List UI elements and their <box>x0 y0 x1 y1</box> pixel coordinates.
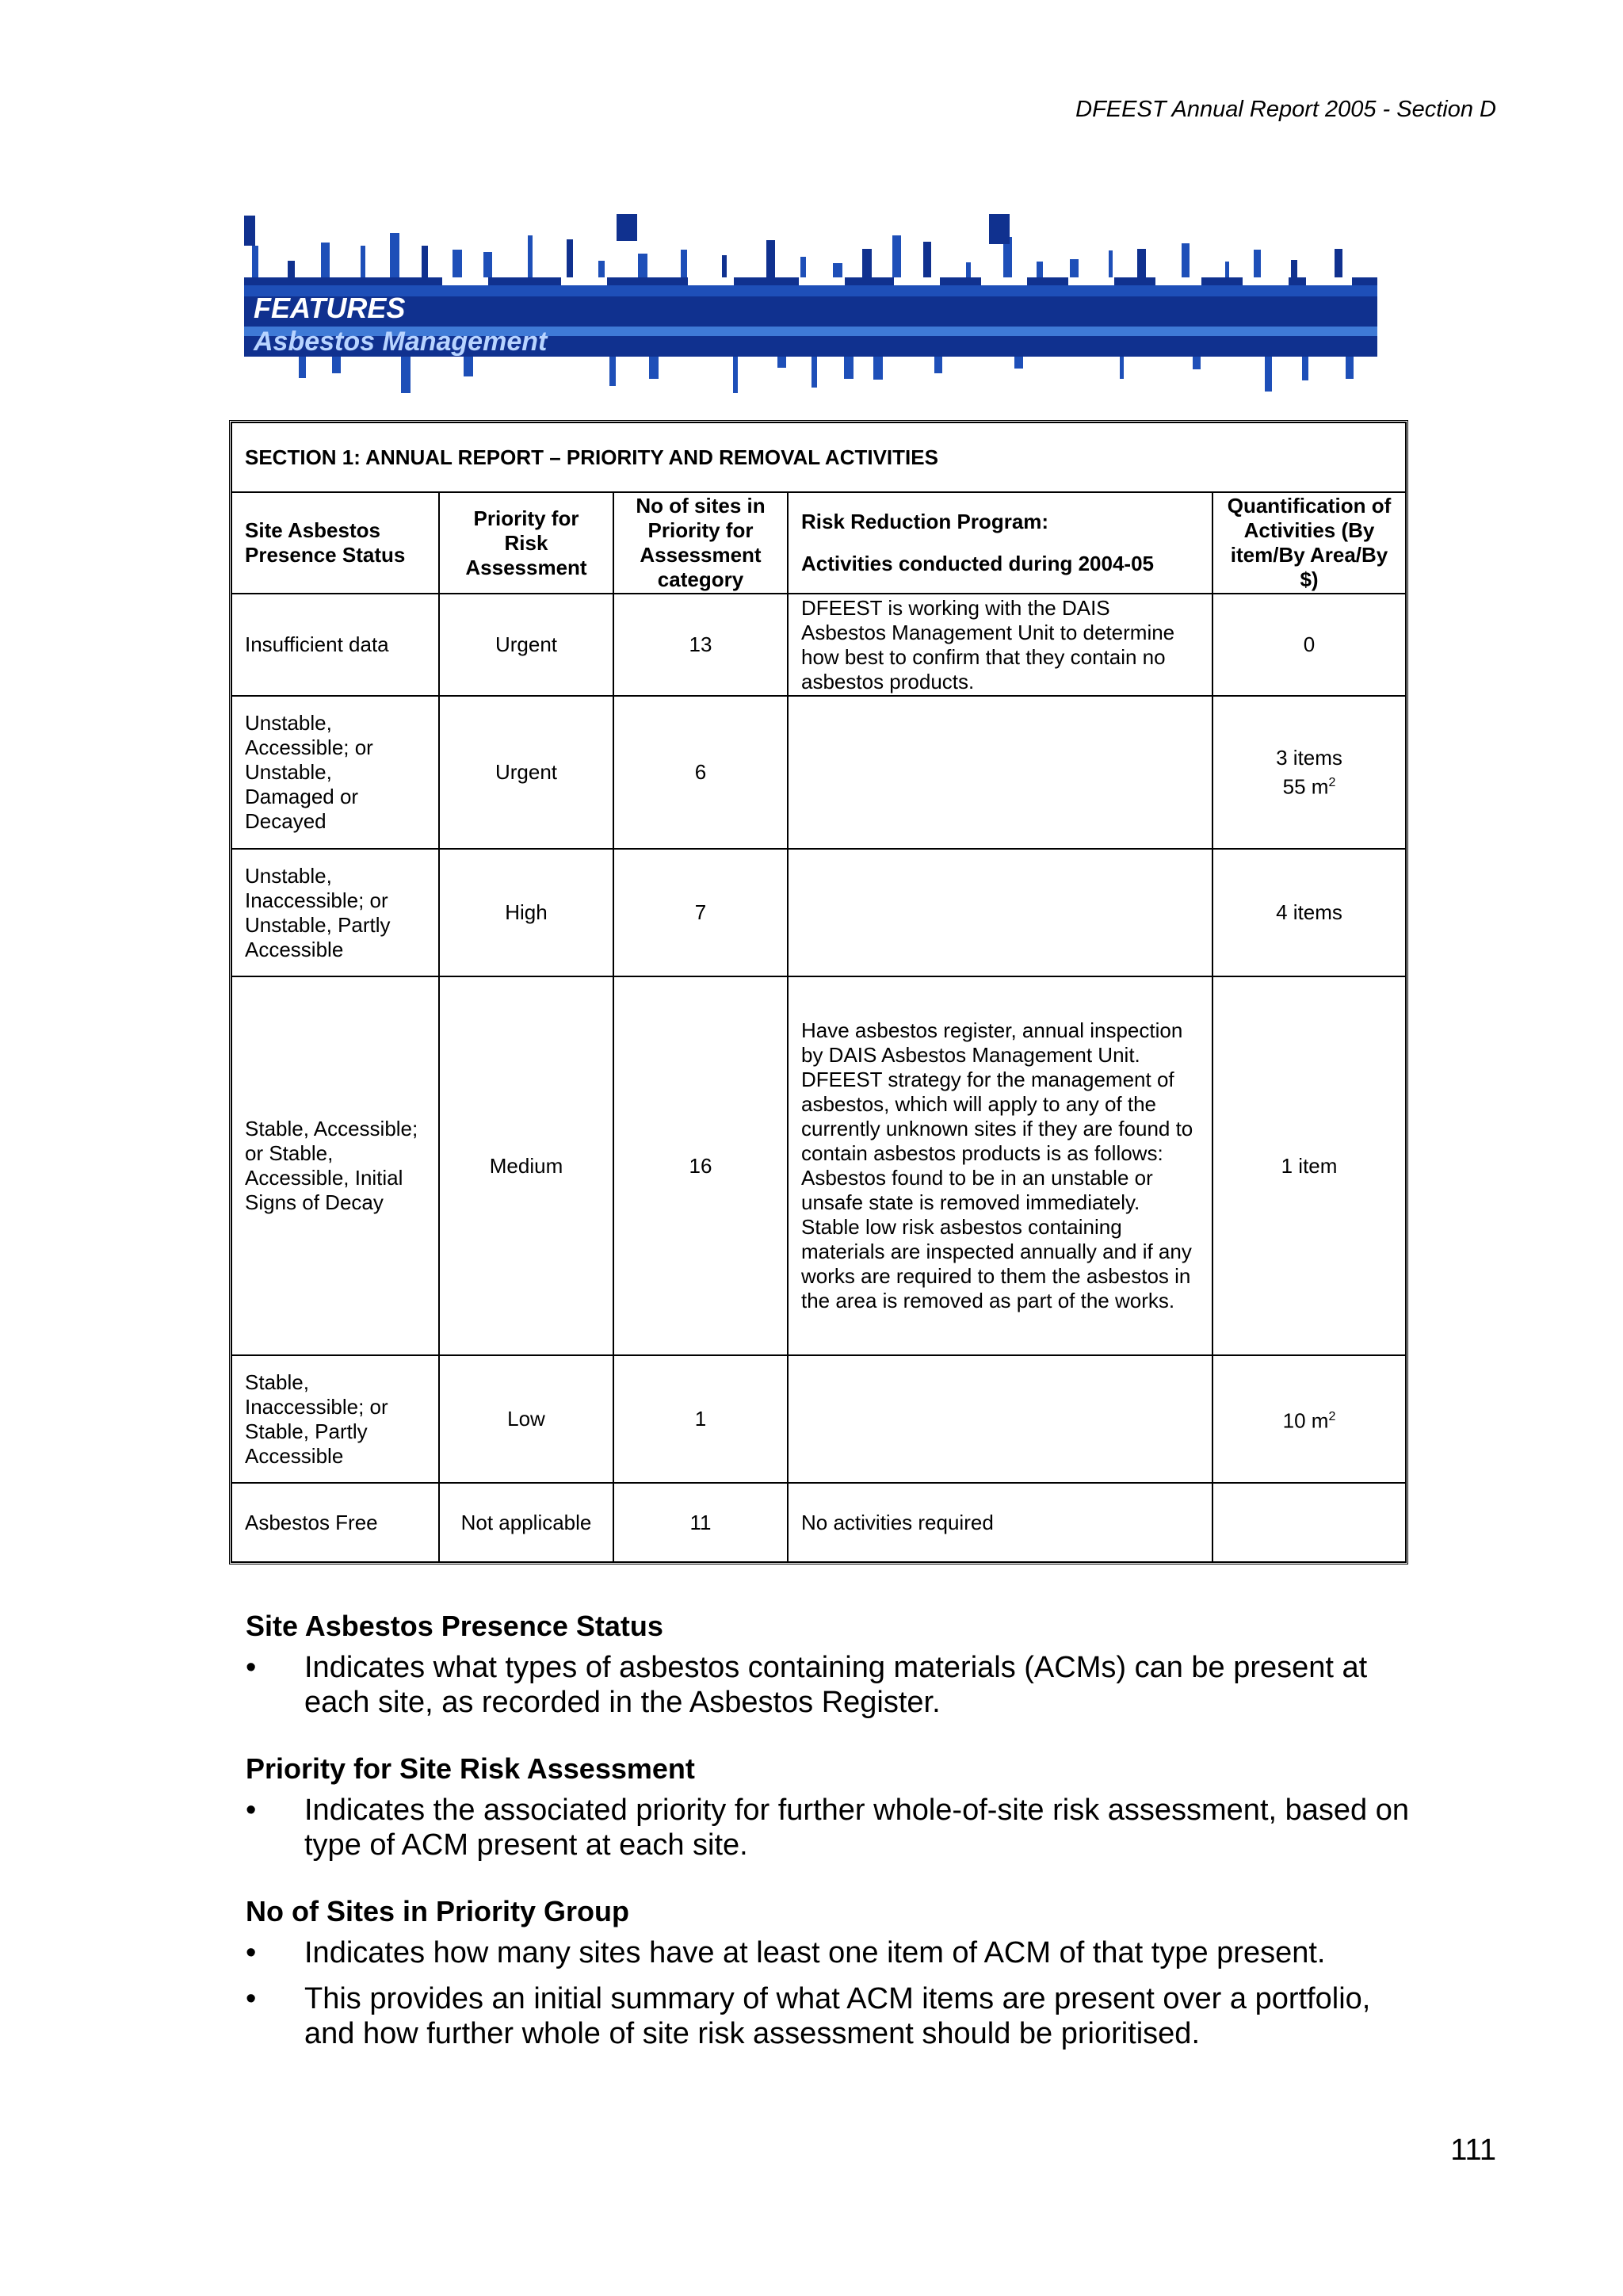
banner-bar <box>528 235 533 277</box>
banner-bar <box>833 263 842 277</box>
banner-bar <box>332 357 341 373</box>
banner-bar <box>1346 357 1354 379</box>
banner-bar <box>288 261 295 277</box>
note-text: Indicates how many sites have at least one item of ACM of that type present. <box>304 1936 1326 1969</box>
quantification-area: 55 m <box>1282 774 1329 799</box>
definitions-notes <box>246 1609 1419 2083</box>
features-banner <box>244 208 1377 395</box>
cell-status: Stable, Inaccessible; or Stable, Partly Accessible <box>231 1355 439 1483</box>
banner-bar <box>1254 250 1261 277</box>
cell-quantification: 0 <box>1212 594 1406 696</box>
note-bullet <box>246 1981 1419 2051</box>
table-row <box>231 594 1406 696</box>
cell-status: Unstable, Inaccessible; or Unstable, Partly Accessible <box>231 849 439 976</box>
banner-bar <box>649 357 659 379</box>
banner-tile <box>688 254 734 285</box>
cell-sites: 11 <box>613 1483 788 1562</box>
banner-bar <box>1037 262 1043 277</box>
banner-bar <box>1014 357 1023 369</box>
banner-tile <box>1306 254 1352 285</box>
banner-bar <box>1302 357 1308 380</box>
quantification-items: 3 items <box>1276 745 1342 770</box>
banner-bar <box>1335 249 1342 277</box>
banner-bar <box>1070 259 1079 277</box>
cell-program: No activities required <box>788 1483 1212 1562</box>
cell-status: Stable, Accessible; or Stable, Accessible, Initial Signs of Decay <box>231 976 439 1355</box>
banner-bar <box>766 240 775 277</box>
banner-bar <box>252 246 258 277</box>
note-bullet <box>246 1935 1419 1970</box>
header-program-title: Risk Reduction Program: <box>801 510 1049 533</box>
banner-bar <box>923 242 931 277</box>
banner-bar <box>681 250 687 277</box>
running-header: DFEEST Annual Report 2005 - Section D <box>1075 97 1496 122</box>
banner-bar <box>361 246 365 277</box>
note-text: Indicates what types of asbestos containing materials (ACMs) can be present at each site, as recorded in the Asbestos Register. <box>304 1651 1368 1719</box>
note-bullet <box>246 1650 1419 1720</box>
banner-bar <box>989 214 1010 244</box>
cell-sites: 13 <box>613 594 788 696</box>
table-header-row <box>231 492 1406 594</box>
cell-quantification: 4 items <box>1212 849 1406 976</box>
cell-priority: Not applicable <box>439 1483 613 1562</box>
note-heading: Priority for Site Risk Assessment <box>246 1752 695 1785</box>
header-sites: No of sites in Priority for Assessment category <box>613 492 788 594</box>
cell-program: Have asbestos register, annual inspection by DAIS Asbestos Management Unit. DFEEST strategy for the management of asbestos, which will apply to any of the currently unknown sites if they are found to contain asbestos products is as follows: Asbestos found to be in an unstable or unsafe state is removed immediately. Stable low risk asbestos containing materials are inspected annually and if any works are required to them the asbestos in the area is removed as part of the works. <box>788 976 1212 1355</box>
banner-bar <box>1225 262 1229 277</box>
cell-program <box>788 696 1212 849</box>
priority-removal-table <box>229 420 1408 1564</box>
banner-bar <box>483 252 492 277</box>
cell-program <box>788 849 1212 976</box>
banner-title: FEATURES <box>254 292 406 324</box>
note-bullet <box>246 1793 1419 1862</box>
cell-sites: 7 <box>613 849 788 976</box>
header-status: Site Asbestos Presence Status <box>231 492 439 594</box>
note-heading: No of Sites in Priority Group <box>246 1895 630 1927</box>
banner-bar <box>1120 357 1124 379</box>
banner-bar <box>812 357 817 388</box>
banner-bar <box>1265 357 1272 392</box>
note-list <box>246 1935 1419 2051</box>
table-row <box>231 1483 1406 1562</box>
cell-priority: Urgent <box>439 696 613 849</box>
banner-bar <box>1291 260 1297 277</box>
banner-bar <box>617 214 637 241</box>
banner-bar <box>609 357 616 386</box>
note-text: Indicates the associated priority for further whole-of-site risk assessment, based on type of ACM present at each site. <box>304 1794 1409 1862</box>
banner-bar <box>777 357 786 368</box>
bullet-icon: • <box>246 1794 257 1827</box>
section-title-row <box>231 422 1406 492</box>
banner-bar <box>299 357 306 378</box>
banner-bar <box>733 357 738 393</box>
cell-program: DFEEST is working with the DAIS Asbestos Management Unit to determine how best to confirm that they contain no asbestos products. <box>788 594 1212 696</box>
banner-bar <box>844 357 854 379</box>
banner-bar <box>401 357 411 393</box>
banner-bar <box>321 243 330 277</box>
banner-bar <box>422 246 428 277</box>
cell-program <box>788 1355 1212 1483</box>
banner-tile <box>1243 254 1289 285</box>
area-exponent: 2 <box>1328 1410 1336 1424</box>
cell-priority: Urgent <box>439 594 613 696</box>
banner-bar <box>873 357 883 380</box>
banner-bar <box>892 235 901 277</box>
cell-priority: Medium <box>439 976 613 1355</box>
note-heading: Site Asbestos Presence Status <box>246 1610 663 1642</box>
cell-status: Unstable, Accessible; or Unstable, Damaged or Decayed <box>231 696 439 849</box>
cell-status: Asbestos Free <box>231 1483 439 1562</box>
banner-bar <box>598 261 605 277</box>
banner-bar <box>244 216 255 246</box>
quantification-area: 10 m <box>1282 1408 1329 1433</box>
cell-quantification: 1 item <box>1212 976 1406 1355</box>
table-row <box>231 976 1406 1355</box>
cell-sites: 6 <box>613 696 788 849</box>
cell-quantification <box>1212 1483 1406 1562</box>
banner-bar <box>390 233 399 277</box>
header-program-subtitle: Activities conducted during 2004-05 <box>801 552 1155 575</box>
bullet-icon: • <box>246 1651 257 1684</box>
cell-quantification <box>1212 1355 1406 1483</box>
banner-bar <box>722 255 727 277</box>
table-row <box>231 696 1406 849</box>
banner-bar <box>1193 357 1201 369</box>
note-list <box>246 1793 1419 1862</box>
banner-bar <box>1182 243 1190 277</box>
cell-priority: High <box>439 849 613 976</box>
bullet-icon: • <box>246 1936 257 1969</box>
cell-sites: 1 <box>613 1355 788 1483</box>
bullet-icon: • <box>246 1982 257 2015</box>
banner-subtitle: Asbestos Management <box>254 327 548 357</box>
header-quantification: Quantification of Activities (By item/By Area/By $) <box>1212 492 1406 594</box>
cell-quantification <box>1212 696 1406 849</box>
cell-sites: 16 <box>613 976 788 1355</box>
banner-bar <box>638 254 647 277</box>
banner-bar <box>800 257 806 277</box>
banner-bar <box>966 262 971 277</box>
cell-status: Insufficient data <box>231 594 439 696</box>
banner-bar <box>464 357 473 376</box>
note-text: This provides an initial summary of what ACM items are present over a portfolio, and how further whole of site risk assessment should be prioritised. <box>304 1982 1371 2050</box>
banner-tile <box>1155 254 1201 285</box>
banner-bar <box>453 250 462 277</box>
banner-bar <box>1137 249 1146 277</box>
banner-tile <box>442 254 488 285</box>
section-title: SECTION 1: ANNUAL REPORT – PRIORITY AND REMOVAL ACTIVITIES <box>231 422 1406 492</box>
banner-bar <box>934 357 942 373</box>
table-row <box>231 1355 1406 1483</box>
note-list <box>246 1650 1419 1720</box>
banner-bar <box>567 239 573 277</box>
banner-bar <box>862 249 872 277</box>
page-number: 111 <box>1450 2134 1496 2167</box>
table-row <box>231 849 1406 976</box>
cell-priority: Low <box>439 1355 613 1483</box>
banner-bar <box>1109 250 1113 277</box>
header-priority: Priority for Risk Assessment <box>439 492 613 594</box>
banner-text <box>254 292 547 358</box>
area-exponent: 2 <box>1328 775 1336 789</box>
header-program <box>788 492 1212 594</box>
